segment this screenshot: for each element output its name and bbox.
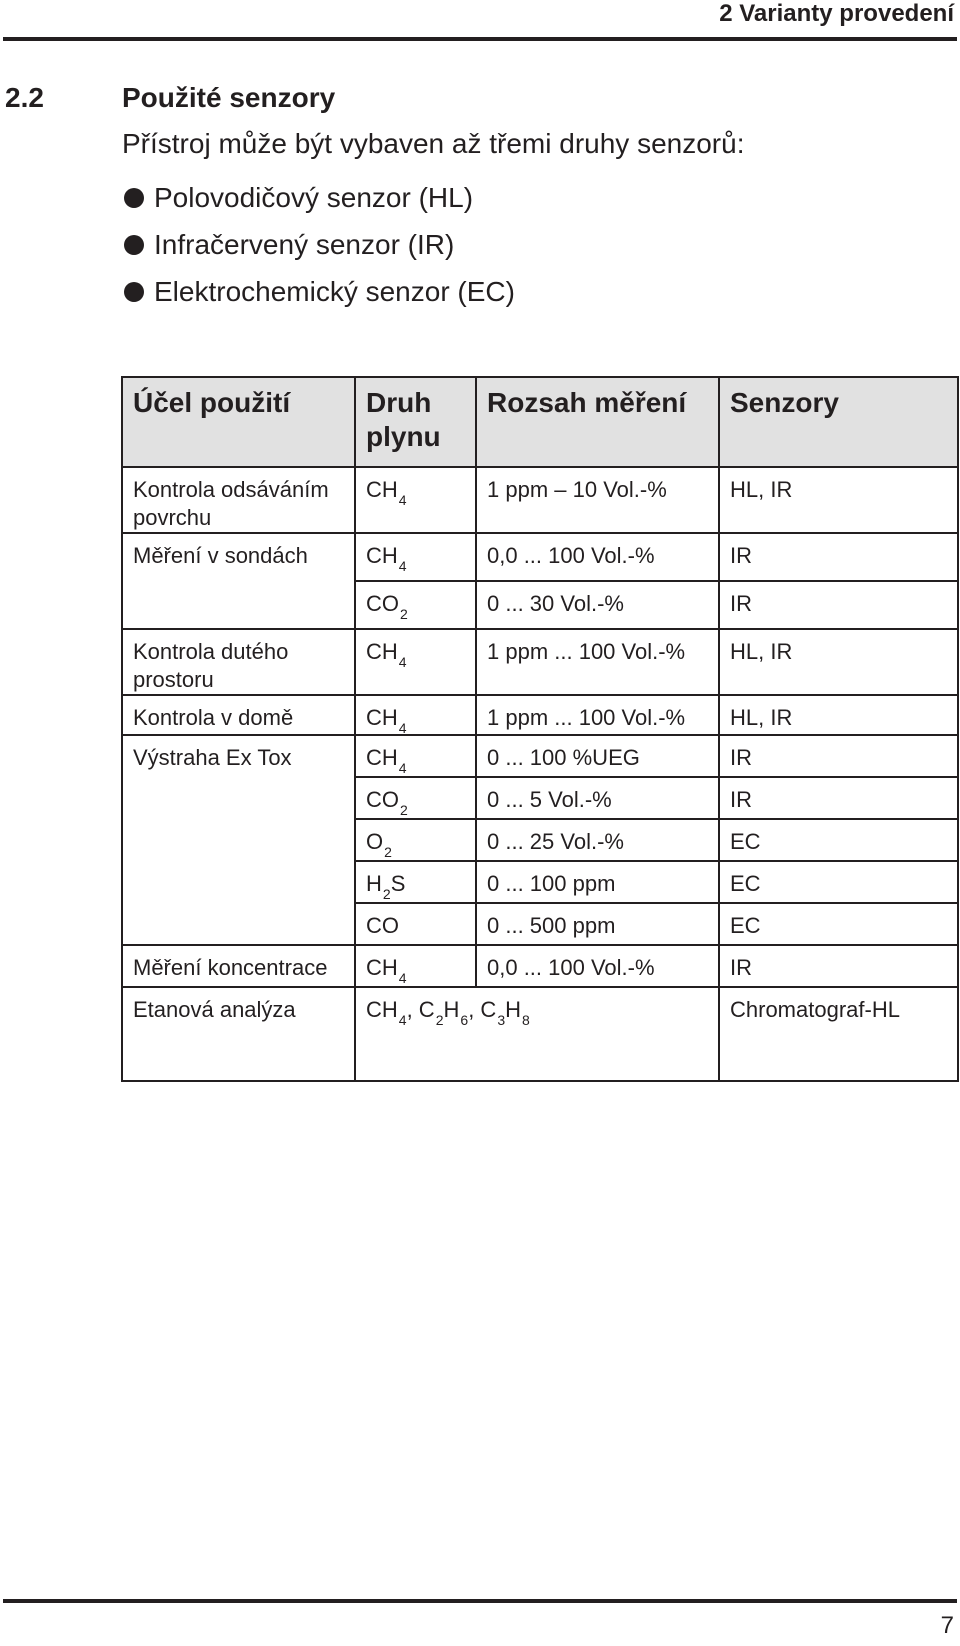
cell-sensor: HL, IR (719, 467, 958, 533)
table-row (122, 777, 958, 819)
cell-range: 0 ... 30 Vol.-% (476, 581, 719, 629)
cell-range: 1 ppm ... 100 Vol.-% (476, 629, 719, 695)
header-sensors: Senzory (719, 377, 958, 467)
cell-gas: CO (355, 903, 476, 945)
cell-gas: $CH_4$ (355, 629, 476, 695)
cell-purpose: Výstraha Ex Tox (122, 735, 355, 777)
cell-range: 0 ... 25 Vol.-% (476, 819, 719, 861)
cell-gas: $H_2S$ (355, 861, 476, 903)
cell-gas: $CH_4$, $C_2H_6$, $C_3H_8$ (355, 987, 719, 1081)
bullet-icon (124, 282, 144, 302)
cell-gas: $CH_4$ (355, 695, 476, 735)
cell-sensor: EC (719, 819, 958, 861)
cell-purpose: Etanová analýza (122, 987, 355, 1081)
list-item-text: Polovodičový senzor (HL) (154, 181, 474, 213)
table-row (122, 945, 958, 987)
table-row (122, 735, 958, 777)
cell-range: 1 ppm – 10 Vol.-% (476, 467, 719, 533)
table-row (122, 819, 958, 861)
cell-range: 0,0 ... 100 Vol.-% (476, 945, 719, 987)
sensor-list (122, 174, 515, 315)
list-item-text: Elektrochemický senzor (EC) (154, 275, 515, 307)
cell-purpose (122, 903, 355, 945)
cell-range: 0 ... 500 ppm (476, 903, 719, 945)
intro-text: Přístroj může být vybaven až třemi druhy senzorů: (122, 128, 745, 159)
cell-gas: $CH_4$ (355, 735, 476, 777)
table-row (122, 903, 958, 945)
cell-gas: $CO_2$ (355, 777, 476, 819)
page-number: 7 (940, 1612, 954, 1639)
cell-purpose (122, 581, 355, 629)
cell-range: 1 ppm ... 100 Vol.-% (476, 695, 719, 735)
list-item (122, 221, 515, 268)
cell-purpose: Měření koncentrace (122, 945, 355, 987)
cell-purpose: Kontrola odsáváním povrchu (122, 467, 355, 533)
cell-range: 0 ... 100 %UEG (476, 735, 719, 777)
cell-range: 0 ... 100 ppm (476, 861, 719, 903)
cell-range: 0 ... 5 Vol.-% (476, 777, 719, 819)
cell-purpose: Měření v sondách (122, 533, 355, 581)
cell-gas: $CH_4$ (355, 533, 476, 581)
header-rule (3, 37, 957, 41)
cell-sensor: IR (719, 735, 958, 777)
cell-sensor: IR (719, 777, 958, 819)
cell-sensor: IR (719, 581, 958, 629)
table-row (122, 987, 958, 1081)
bullet-icon (124, 235, 144, 255)
section-number: 2.2 (5, 82, 44, 113)
list-item (122, 268, 515, 315)
cell-sensor: HL, IR (719, 629, 958, 695)
cell-purpose (122, 861, 355, 903)
header-purpose: Účel použití (122, 377, 355, 467)
section-title: Použité senzory (122, 82, 336, 113)
sensor-table (121, 376, 959, 1082)
header-range: Rozsah měření (476, 377, 719, 467)
table-row (122, 581, 958, 629)
cell-range: 0,0 ... 100 Vol.-% (476, 533, 719, 581)
chapter-title: 2 Varianty provedení (719, 0, 954, 27)
cell-sensor: Chromatograf-HL (719, 987, 958, 1081)
table-row (122, 533, 958, 581)
footer-rule (3, 1599, 957, 1603)
cell-gas: $CO_2$ (355, 581, 476, 629)
cell-sensor: HL, IR (719, 695, 958, 735)
list-item (122, 174, 515, 221)
cell-gas: $CH_4$ (355, 467, 476, 533)
table-row (122, 629, 958, 695)
cell-sensor: EC (719, 861, 958, 903)
cell-purpose (122, 777, 355, 819)
cell-sensor: IR (719, 533, 958, 581)
table-row (122, 467, 958, 533)
cell-purpose: Kontrola dutého prostoru (122, 629, 355, 695)
cell-gas: $O_2$ (355, 819, 476, 861)
table-row (122, 861, 958, 903)
cell-gas: $CH_4$ (355, 945, 476, 987)
cell-sensor: EC (719, 903, 958, 945)
bullet-icon (124, 188, 144, 208)
table-row (122, 695, 958, 735)
cell-purpose (122, 819, 355, 861)
list-item-text: Infračervený senzor (IR) (154, 228, 455, 260)
table-header-row (122, 377, 958, 467)
cell-purpose: Kontrola v domě (122, 695, 355, 735)
header-gas: Druh plynu (355, 377, 476, 467)
cell-sensor: IR (719, 945, 958, 987)
